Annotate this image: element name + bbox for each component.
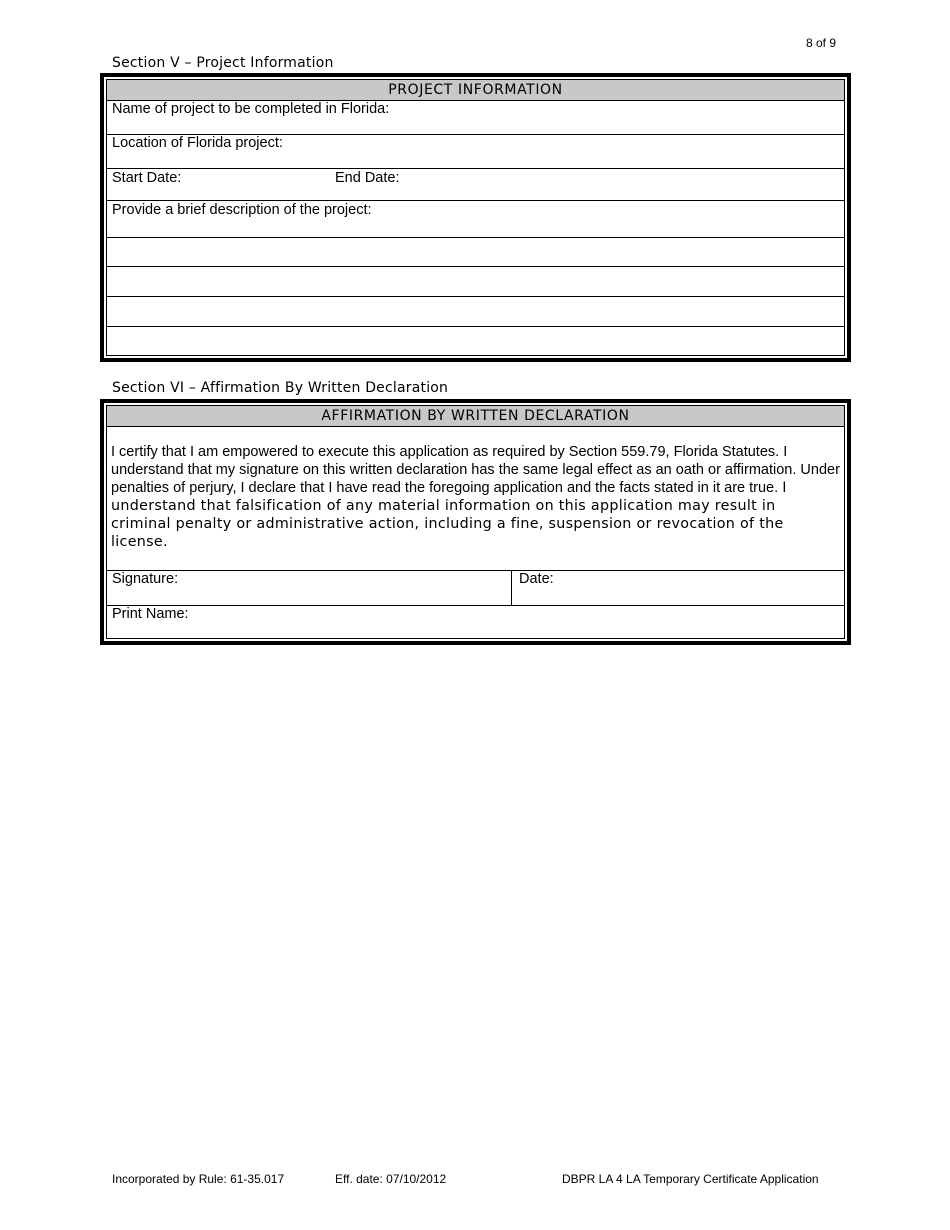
footer-rule: Incorporated by Rule: 61-35.017 xyxy=(112,1172,285,1186)
footer-form-name: DBPR LA 4 LA Temporary Certificate Application xyxy=(562,1172,819,1186)
project-location-row[interactable] xyxy=(107,135,844,169)
signature-row xyxy=(107,571,844,606)
affirmation-text-part2: I understand that falsification of any material information on this application may result in criminal penalty or administrative action, including a fine, suspension or revocation of the license. xyxy=(111,480,787,550)
page-number: 8 of 9 xyxy=(806,36,837,50)
affirmation-text-row xyxy=(107,427,844,571)
section-vi-title: Section VI – Affirmation By Written Declaration xyxy=(112,380,449,396)
project-name-label: Name of project to be completed in Florida: xyxy=(112,101,390,117)
project-location-label: Location of Florida project: xyxy=(112,135,283,151)
print-name-label: Print Name: xyxy=(112,606,189,622)
project-dates-row[interactable] xyxy=(107,169,844,201)
footer-eff-date: Eff. date: 07/10/2012 xyxy=(335,1172,447,1186)
section-v-title: Section V – Project Information xyxy=(112,55,334,71)
description-line-2[interactable] xyxy=(107,267,844,297)
description-line-1[interactable] xyxy=(107,238,844,267)
affirmation-header: AFFIRMATION BY WRITTEN DECLARATION xyxy=(107,406,844,427)
end-date-label: End Date: xyxy=(335,170,400,186)
affirmation-paragraph xyxy=(111,443,840,551)
signature-date-divider xyxy=(511,571,512,605)
project-description-row[interactable] xyxy=(107,201,844,238)
signature-label[interactable]: Signature: xyxy=(112,571,179,587)
project-information-header: PROJECT INFORMATION xyxy=(107,80,844,101)
project-description-label: Provide a brief description of the project: xyxy=(112,202,372,218)
affirmation-box xyxy=(100,399,851,645)
description-line-4[interactable] xyxy=(107,327,844,355)
project-information-box xyxy=(100,73,851,362)
description-line-3[interactable] xyxy=(107,297,844,327)
print-name-row[interactable] xyxy=(107,606,844,639)
affirmation-text-part1: I certify that I am empowered to execute this application as required by Section 559.79, Florida Statutes. I understand that my signature on this written declaration has the same legal effect as an oath or affirmation. Under penalties of perjury, I declare that I have read the foregoing application and the facts stated in it are true. xyxy=(111,444,840,496)
start-date-label: Start Date: xyxy=(112,170,182,186)
project-name-row[interactable] xyxy=(107,101,844,135)
date-label[interactable]: Date: xyxy=(519,571,554,587)
